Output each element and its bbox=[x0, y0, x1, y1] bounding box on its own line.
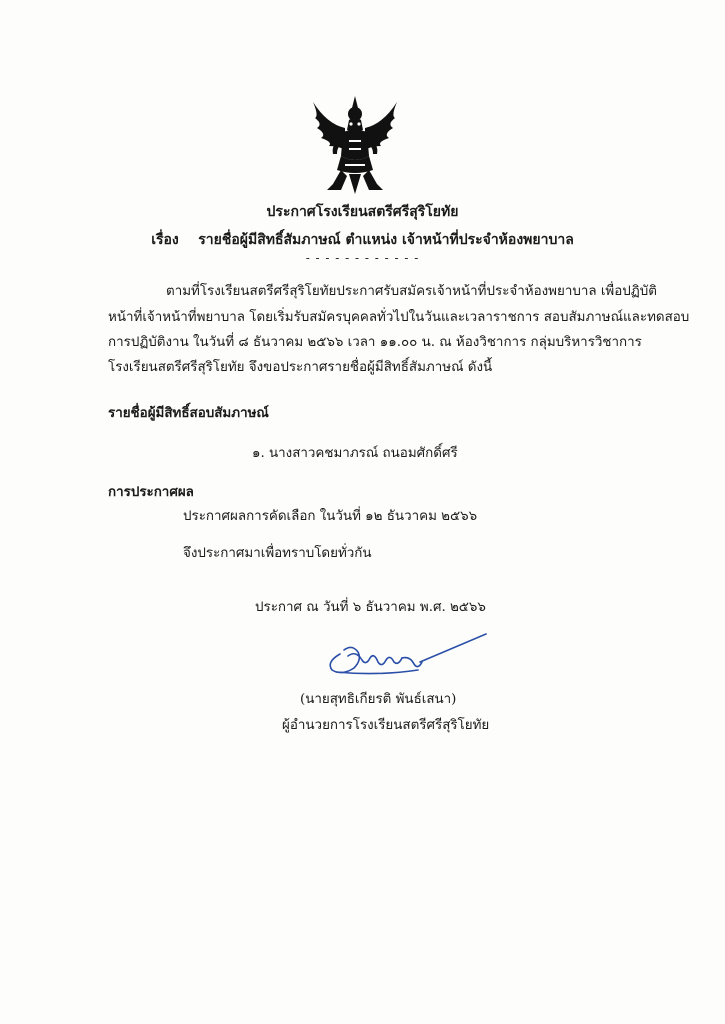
separator-line: - - - - - - - - - - - - bbox=[305, 251, 420, 265]
subject-text: รายชื่อผู้มีสิทธิ์สัมภาษณ์ ตำแหน่ง เจ้าหน้าที่ประจำห้องพยาบาล bbox=[198, 232, 574, 248]
candidates-heading: รายชื่อผู้มีสิทธิ์สอบสัมภาษณ์ bbox=[108, 405, 269, 421]
signer-name: (นายสุทธิเกียรติ พันธ์เสนา) bbox=[300, 692, 457, 707]
body-line: หน้าที่เจ้าหน้าที่พยาบาล โดยเริ่มรับสมัครบุคคลทั่วไปในวันและเวลาราชการ สอบสัมภาษณ์และทดสอบ bbox=[108, 310, 690, 325]
subject-line bbox=[0, 229, 725, 251]
body-line: โรงเรียนสตรีศรีสุริโยทัย จึงขอประกาศรายชื่อผู้มีสิทธิ์สัมภาษณ์ ดังนี้ bbox=[108, 360, 493, 375]
issuer-title: ประกาศโรงเรียนสตรีศรีสุริโยทัย bbox=[266, 204, 459, 220]
closing-line: จึงประกาศมาเพื่อทราบโดยทั่วกัน bbox=[183, 546, 372, 561]
date-line: ประกาศ ณ วันที่ ๖ ธันวาคม พ.ศ. ๒๕๖๖ bbox=[255, 600, 486, 615]
garuda-emblem-icon bbox=[305, 94, 405, 198]
results-line: ประกาศผลการคัดเลือก ในวันที่ ๑๒ ธันวาคม ๒๕๖๖ bbox=[183, 509, 478, 524]
body-line: การปฏิบัติงาน ในวันที่ ๘ ธันวาคม ๒๕๖๖ เวลา ๑๑.๐๐ น. ณ ห้องวิชาการ กลุ่มบริหารวิชาการ bbox=[108, 335, 642, 350]
results-heading: การประกาศผล bbox=[108, 484, 194, 500]
candidate-item: ๑. นางสาวคชมาภรณ์ ถนอมศักดิ์ศรี bbox=[252, 446, 458, 461]
signature-image bbox=[318, 632, 490, 678]
subject-label: เรื่อง bbox=[151, 232, 179, 248]
signer-title: ผู้อำนวยการโรงเรียนสตรีศรีสุริโยทัย bbox=[282, 718, 490, 733]
body-line: ตามที่โรงเรียนสตรีศรีสุริโยทัยประกาศรับสมัครเจ้าหน้าที่ประจำห้องพยาบาล เพื่อปฏิบัติ bbox=[166, 284, 657, 299]
